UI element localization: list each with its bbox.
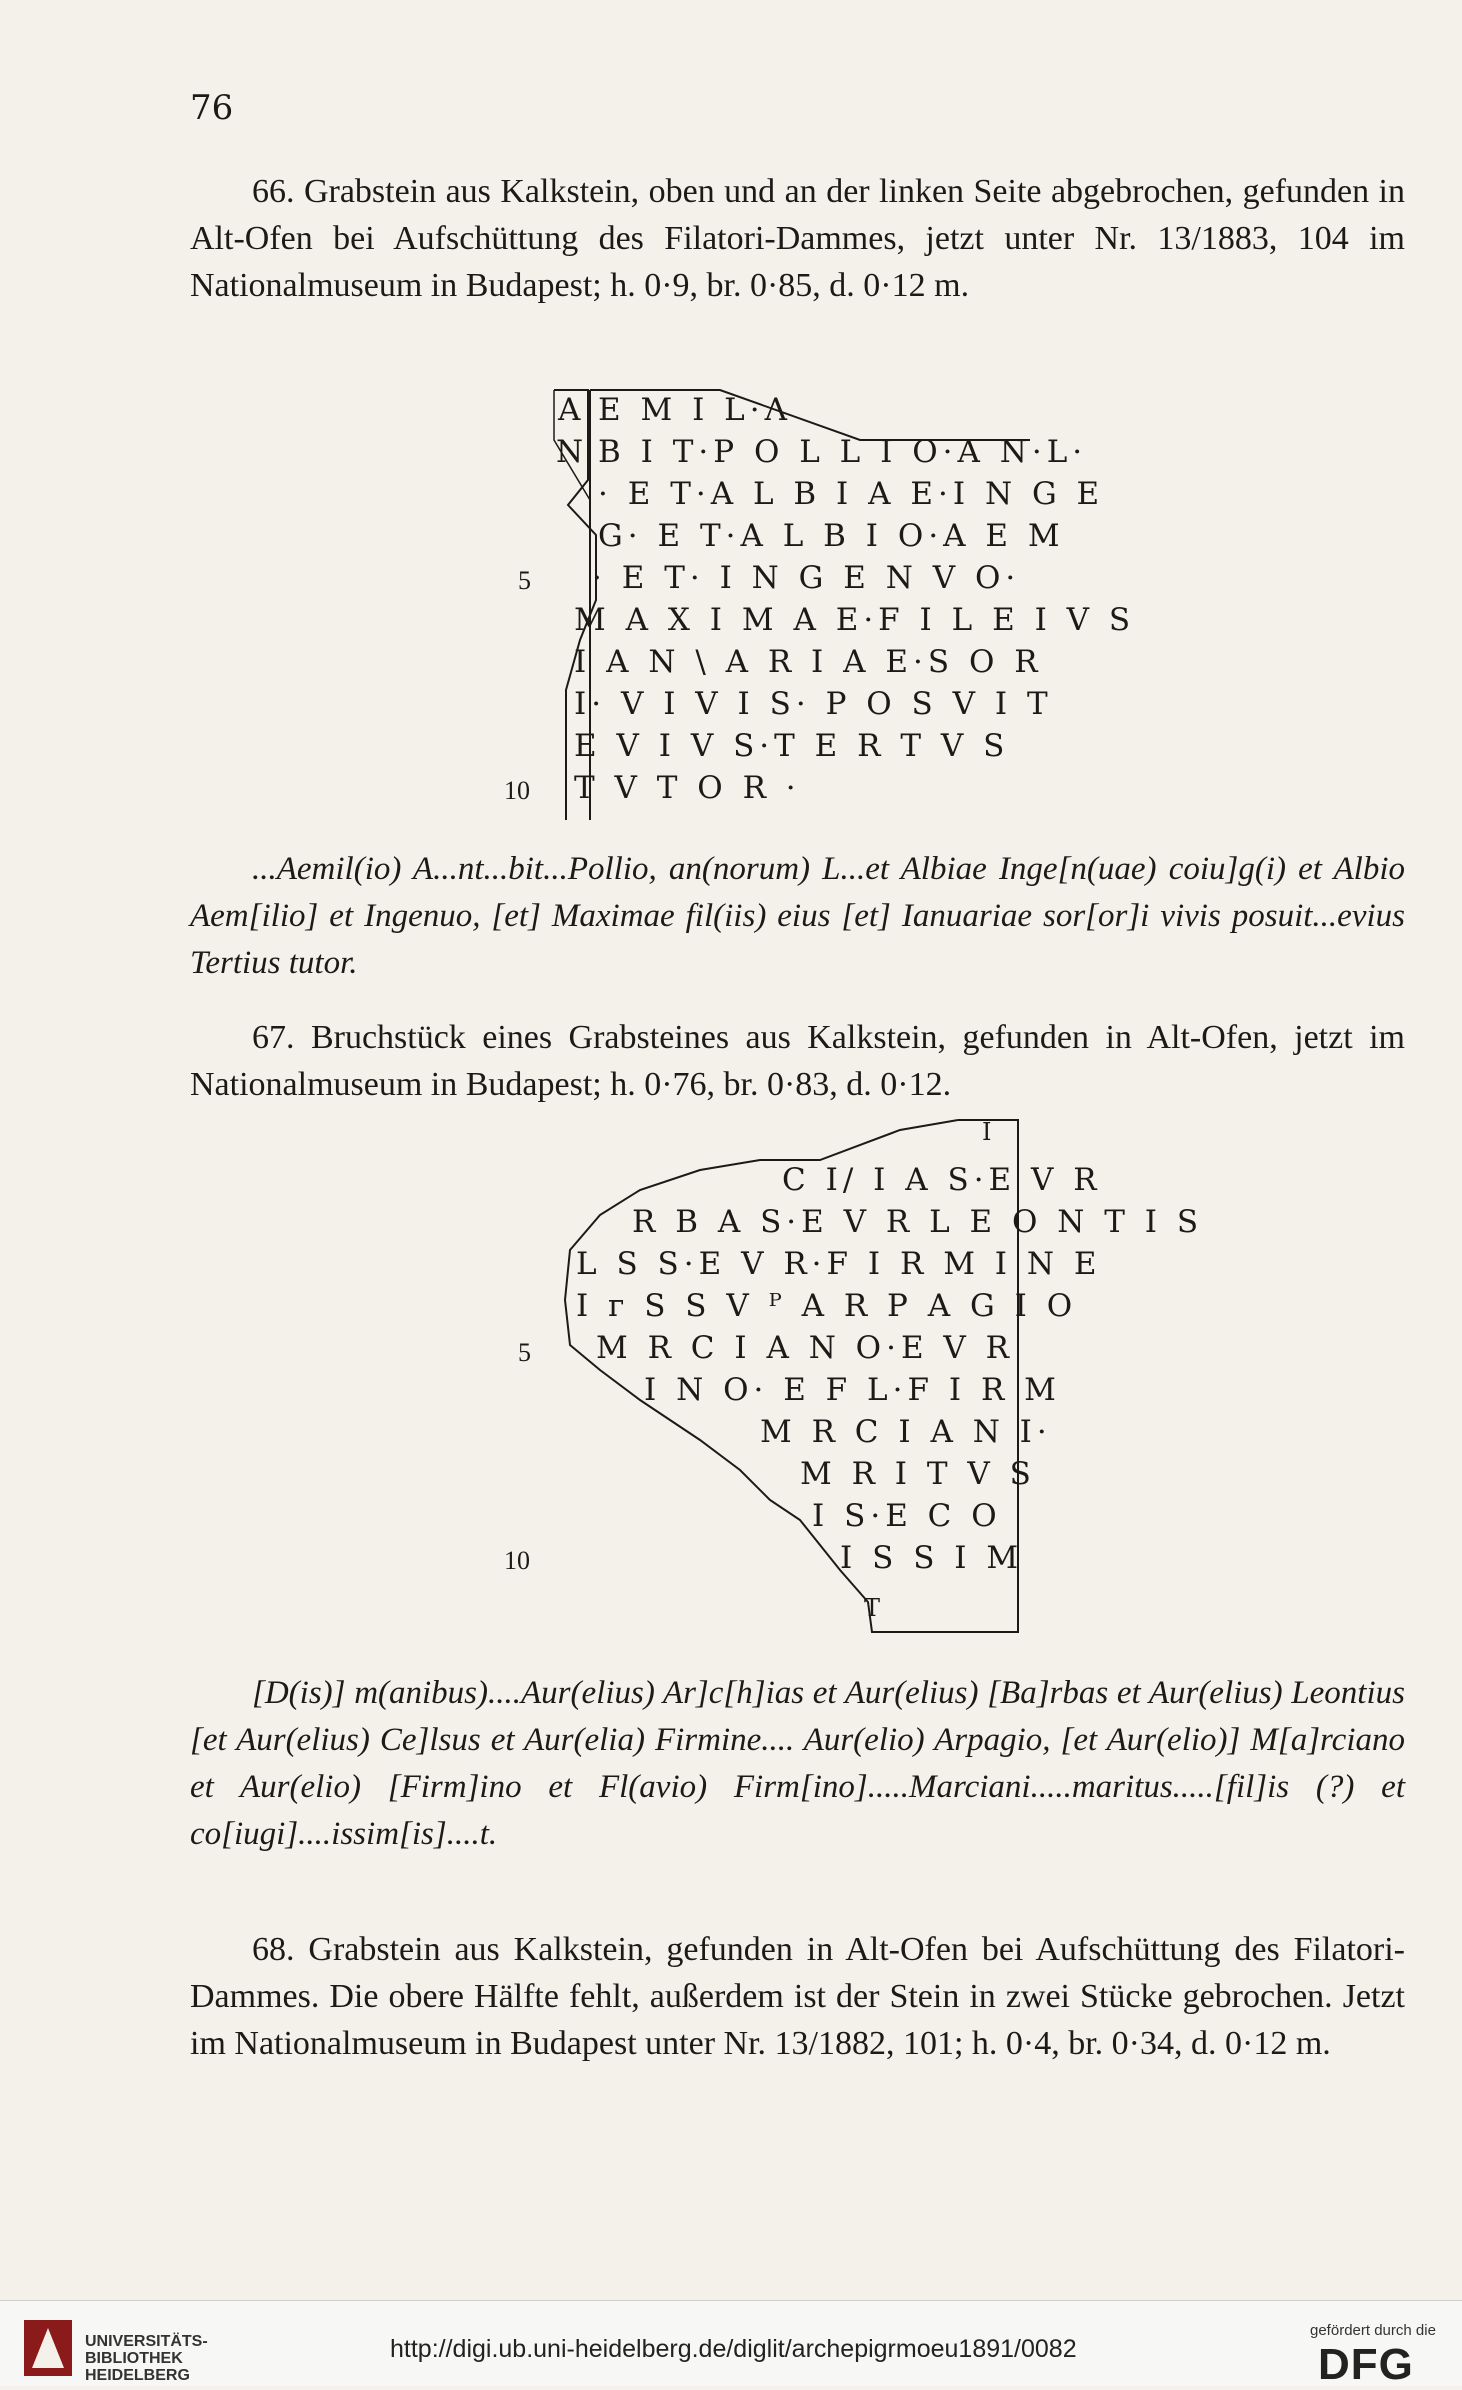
entry-66-transcription-text: ...Aemil(io) A...nt...bit...Pollio, an(norum) L...et Albiae Inge[n(uae) coiu]g(i) et Albio Aem[ilio] et Ingenuo, [et] Maximae fil(iis) eius [et] Ianuariae sor[or]i vivis posuit...evius Tertius tutor. [190, 851, 1405, 981]
inscription-66-line: B I T·P O L L I O·A N·L· [598, 434, 1088, 470]
inscription-67-line: I [982, 1118, 997, 1146]
inscription-67-line: C I/ I A S·E V R [782, 1162, 1102, 1198]
inscription-66-line: E M I L·Λ [598, 392, 793, 428]
inscription-67-line: M R I T V S [800, 1456, 1036, 1492]
entry-67-text: 67. Bruchstück eines Grabsteines aus Kalkstein, gefunden in Alt-Ofen, jetzt im Nationalmuseum in Budapest; h. 0·76, br. 0·83, d. 0·12. [190, 1019, 1405, 1103]
inscription-67-line: T [864, 1594, 886, 1622]
inscription-66-left-n: N [556, 434, 589, 470]
inscription-67-line: I ᴦ S S V ᴾ A R P A G I O [576, 1288, 1078, 1324]
inscription-67-line: I S·E C O [812, 1498, 1002, 1534]
entry-66-text: 66. Grabstein aus Kalkstein, oben und an der linken Seite abgebrochen, gefunden in Alt-Ofen bei Aufschüttung des Filatori-Dammes, jetzt unter Nr. 13/1883, 104 im Nationalmuseum in Budapest; h. 0·9, br. 0·85, d. 0·12 m. [190, 173, 1405, 304]
page-number: 76 [190, 88, 234, 128]
entry-68-description [190, 1926, 1405, 2067]
entry-68-text: 68. Grabstein aus Kalkstein, gefunden in Alt-Ofen bei Aufschüttung des Filatori-Dammes. Die obere Hälfte fehlt, außerdem ist der Stein in zwei Stücke gebrochen. Jetzt im Nationalmuseum in Budapest unter Nr. 13/1882, 101; h. 0·4, br. 0·34, d. 0·12 m. [190, 1931, 1405, 2062]
inscription-66-line: · E T·A L B I A E·I N G E [598, 476, 1105, 512]
inscription-66-line: · E T· I N G E N V O· [592, 560, 1021, 596]
inscription-66-line: G· E T·A L B I O·A E M [598, 518, 1065, 554]
inscription-66-line: M A X I M A E·F I L E I V S [574, 602, 1136, 638]
university-logo-icon [22, 2318, 74, 2378]
entry-67-transcription [190, 1670, 1405, 1858]
inscription-66-line-number-5: 5 [518, 566, 531, 595]
inscription-66-line: I A N \ A R I A E·S O R [574, 644, 1043, 680]
inscription-67-line: R B A S·E V R L E O N T I S [632, 1204, 1204, 1240]
inscription-67-line: M R C I A N I· [760, 1414, 1052, 1450]
university-name [85, 2333, 208, 2384]
inscription-67-line-number-10: 10 [504, 1546, 530, 1575]
funding-note: gefördert durch die [1310, 2322, 1436, 2339]
inscription-66-line: I· V I V I S· P O S V I T [574, 686, 1053, 722]
inscription-66-left-a: A [558, 392, 586, 428]
entry-67-transcription-text: [D(is)] m(anibus)....Aur(elius) Ar]c[h]ias et Aur(elius) [Ba]rbas et Aur(elius) Leontius [et Aur(elius) Ce]lsus et Aur(elia) Firmine.... Aur(elio) Arpagio, [et Aur(elio)] M[a]rciano et Aur(elio) [Firm]ino et Fl(avio) Firm[ino].....Marciani.....maritus.....[fil]is (?) et co[iugi]....issim[is]....t. [190, 1675, 1405, 1852]
inscription-67-line: L S S·E V R·F I R M I N E [576, 1246, 1102, 1282]
inscription-66-line: T V T O R · [574, 770, 801, 806]
inscription-67-line: M R C I A N O·E V R [596, 1330, 1015, 1366]
source-url-link[interactable]: http://digi.ub.uni-heidelberg.de/diglit/archepigrmoeu1891/0082 [390, 2335, 1077, 2363]
inscription-66-line: E V I V S·T E R T V S [574, 728, 1010, 764]
university-name-line-2: BIBLIOTHEK [85, 2350, 183, 2367]
university-name-line-1: UNIVERSITÄTS- [85, 2333, 208, 2350]
university-name-line-3: HEIDELBERG [85, 2367, 190, 2384]
inscription-67-line: I S S I M [840, 1540, 1024, 1576]
inscription-67-line-number-5: 5 [518, 1338, 531, 1367]
inscription-67-line: I N O· E F L·F I R M [644, 1372, 1061, 1408]
dfg-logo: DFG [1318, 2340, 1414, 2389]
inscription-66-line-number-10: 10 [504, 776, 530, 805]
